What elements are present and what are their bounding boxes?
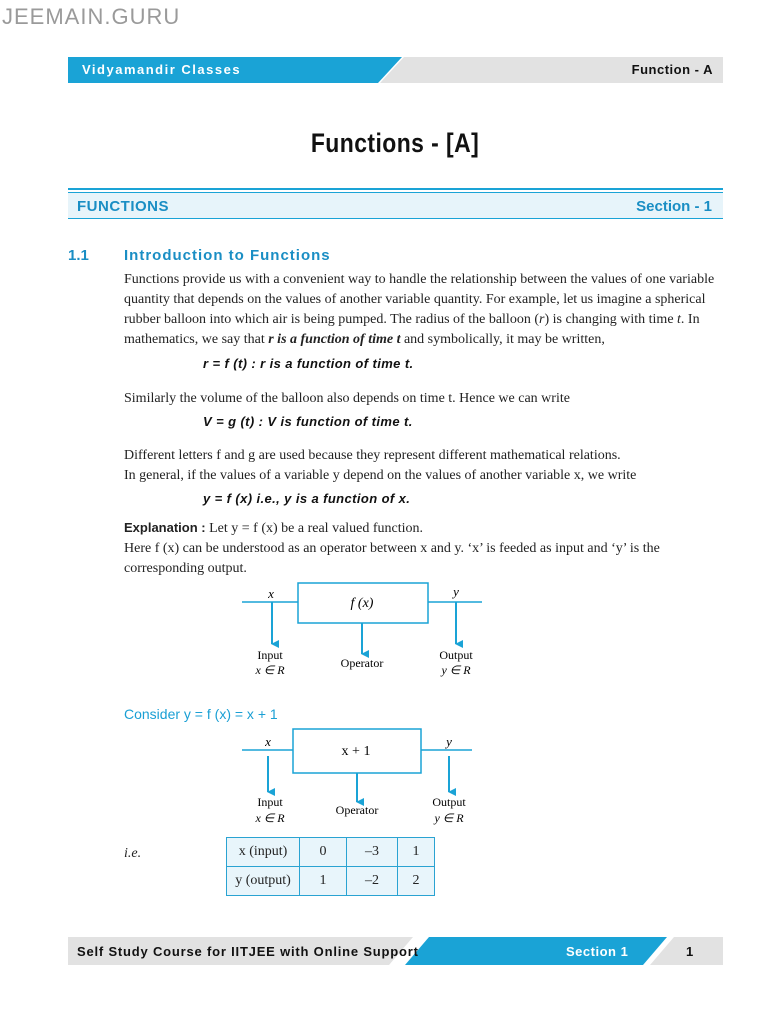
subsection-number: 1.1 bbox=[68, 247, 89, 264]
output-caption: Output bbox=[439, 648, 473, 662]
output-caption: Output bbox=[432, 795, 466, 809]
table-cell: 1 bbox=[300, 867, 347, 896]
table-cell: 0 bbox=[300, 838, 347, 867]
input-domain: x ∈ R bbox=[255, 663, 285, 677]
header-institute: Vidyamandir Classes bbox=[82, 62, 242, 77]
operator-label: x + 1 bbox=[341, 744, 371, 759]
ie-label: i.e. bbox=[124, 846, 142, 861]
table-cell: 2 bbox=[398, 867, 435, 896]
divider bbox=[68, 188, 723, 190]
function-diagram-example bbox=[230, 728, 500, 833]
operator-caption: Operator bbox=[340, 656, 384, 670]
table-cell: x (input) bbox=[227, 838, 300, 867]
table-cell: 1 bbox=[398, 838, 435, 867]
formula-volume: V = g (t) : V is function of time t. bbox=[203, 414, 413, 429]
divider bbox=[68, 192, 723, 193]
table-cell: y (output) bbox=[227, 867, 300, 896]
divider bbox=[68, 218, 723, 219]
output-variable: y bbox=[453, 584, 459, 599]
section-label: FUNCTIONS bbox=[77, 198, 169, 215]
intro-paragraph: Functions provide us with a convenient way to handle the relationship between the values of one variable quantity that depends on the values of another variable quantity. For example, let us imagine a spherical rubber balloon into which air is being pumped. The radius of the balloon (r) is changing with time t. In mathematics, we say that r is a function of time t and symbolically, it may be written, bbox=[124, 272, 715, 347]
table-cell: –2 bbox=[347, 867, 398, 896]
input-domain: x ∈ R bbox=[255, 811, 285, 825]
input-caption: Input bbox=[257, 795, 283, 809]
input-caption: Input bbox=[257, 648, 283, 662]
output-domain: y ∈ R bbox=[441, 663, 471, 677]
output-variable: y bbox=[446, 734, 452, 749]
output-domain: y ∈ R bbox=[434, 811, 464, 825]
header-chapter: Function - A bbox=[631, 62, 713, 77]
operator-label: f (x) bbox=[350, 596, 374, 611]
volume-paragraph: Similarly the volume of the balloon also depends on time t. Hence we can write bbox=[124, 391, 570, 406]
input-output-table bbox=[226, 837, 435, 896]
formula-radius: r = f (t) : r is a function of time t. bbox=[203, 356, 414, 371]
explanation-paragraph: Explanation : Let y = f (x) be a real valued function. Here f (x) can be understood as an operator between x and y. ‘x’ is feeded as input and ‘y’ is the corresponding output. bbox=[124, 520, 660, 576]
explanation-label: Explanation : bbox=[124, 520, 206, 535]
input-variable: x bbox=[265, 734, 271, 749]
subsection-title: Introduction to Functions bbox=[124, 247, 331, 264]
page-title: Functions - [A] bbox=[310, 128, 480, 158]
watermark: JEEMAIN.GURU bbox=[2, 4, 181, 29]
table-cell: –3 bbox=[347, 838, 398, 867]
section-number: Section - 1 bbox=[636, 198, 712, 215]
page-number: 1 bbox=[686, 944, 694, 959]
table-row bbox=[227, 838, 435, 867]
footer-section: Section 1 bbox=[566, 944, 629, 959]
input-variable: x bbox=[268, 586, 274, 601]
function-diagram-general bbox=[230, 580, 500, 685]
table-row bbox=[227, 867, 435, 896]
operator-caption: Operator bbox=[335, 803, 379, 817]
letters-paragraph: Different letters f and g are used because they represent different mathematical relations. bbox=[124, 448, 621, 463]
general-paragraph: In general, if the values of a variable y depend on the values of another variable x, we write bbox=[124, 468, 637, 483]
consider-example: Consider y = f (x) = x + 1 bbox=[124, 706, 278, 722]
formula-general: y = f (x) i.e., y is a function of x. bbox=[203, 491, 411, 506]
footer-course: Self Study Course for IITJEE with Online Support bbox=[77, 944, 419, 959]
